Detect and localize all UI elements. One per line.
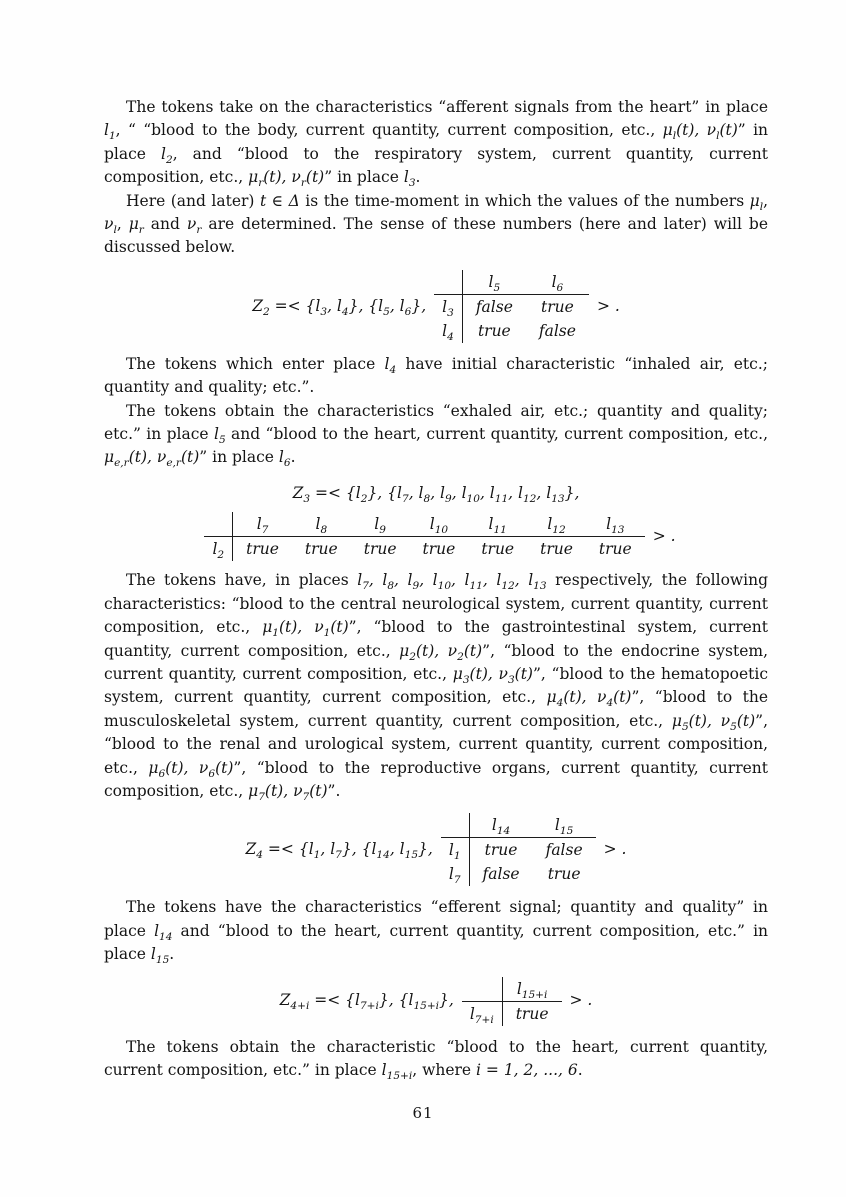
column-header: $l_8$ bbox=[292, 512, 351, 537]
table-corner-cell bbox=[204, 512, 232, 537]
row-label: $l_3$ bbox=[434, 294, 462, 319]
paragraph-blood-to-heart: The tokens obtain the characteristic “blood to the heart, current quantity, current composition, etc.” in place $l_{15+i}$, where i = 1, 2, ..., 6. bbox=[104, 1037, 768, 1083]
row-label: $l_{7+i}$ bbox=[462, 1001, 502, 1026]
table-corner-cell bbox=[434, 270, 462, 295]
formula-z4i-rhs: > . bbox=[569, 991, 593, 1010]
column-header: $l_{15}$ bbox=[533, 813, 596, 838]
column-header: $l_{13}$ bbox=[586, 512, 645, 537]
column-header: $l_{14}$ bbox=[469, 813, 533, 838]
row-label: $l_2$ bbox=[204, 537, 232, 562]
paragraph-exhaled-air: The tokens obtain the characteristics “exhaled air, etc.; quantity and quality; etc.” in place $l_5$ and “blood to the heart, current quantity, current composition, etc., $\mu_{e,r}(t)$, $\nu_{e,r}(t)$” in place $l_6$. bbox=[104, 401, 768, 470]
paragraph-inhaled-air: The tokens which enter place $l_4$ have initial characteristic “inhaled air, etc.; quantity and quality; etc.”. bbox=[104, 354, 768, 397]
row-label: $l_1$ bbox=[441, 838, 469, 863]
table-cell: false bbox=[482, 865, 520, 884]
page-number: 61 bbox=[412, 1104, 434, 1122]
formula-z4i-table bbox=[462, 977, 562, 1026]
table-cell: true bbox=[477, 321, 511, 340]
paragraph-places-l7-l13: The tokens have, in places $l_7$, $l_8$, $l_9$, $l_{10}$, $l_{11}$, $l_{12}$, $l_{13}$ respectively, the following characteristics: “blood to the central neurological system, current quantity, current composition, etc., $\mu_1(t)$, $\nu_1(t)$”, “blood to the gastrointestinal system, current quantity, current composition, etc., $\mu_2(t)$, $\nu_2(t)$”, “blood to the endocrine system, current quantity, current composition, etc., $\mu_3(t)$, $\nu_3(t)$”, “blood to the hematopoetic system, current quantity, current composition, etc., $\mu_4(t)$, $\nu_4(t)$”, “blood to the musculoskeletal system, current quantity, current composition, etc., $\mu_5(t)$, $\nu_5(t)$”, “blood to the renal and urological system, current quantity, current composition, etc., $\mu_6(t)$, $\nu_6(t)$”, “blood to the reproductive organs, current quantity, current composition, etc., $\mu_7(t)$, $\nu_7(t)$”. bbox=[104, 571, 769, 804]
column-header: $l_6$ bbox=[526, 270, 589, 295]
table-cell: true bbox=[481, 540, 515, 559]
table-cell: false bbox=[538, 321, 576, 340]
formula-z2-table bbox=[434, 270, 589, 343]
table-cell: true bbox=[515, 1004, 549, 1023]
formula-z4 bbox=[104, 813, 768, 886]
row-label: $l_4$ bbox=[434, 319, 462, 343]
table-cell: true bbox=[304, 540, 338, 559]
table-corner-cell bbox=[462, 977, 502, 1002]
table-cell: true bbox=[547, 865, 581, 884]
paragraph-tokens-characteristics: The tokens take on the characteristics “afferent signals from the heart” in place $l_1$, “ “blood to the body, current quantity, current composition, etc., $\mu_l(t)$, $\nu_l(t)$” in place $l_2$, and “blood to the respiratory system, current quantity, current composition, etc., $\mu_r(t)$, $\nu_r(t)$” in place $l_3$. bbox=[104, 98, 769, 190]
column-header: $l_5$ bbox=[462, 270, 526, 295]
formula-z3-table bbox=[204, 512, 644, 561]
formula-z3-rhs: > . bbox=[652, 527, 676, 546]
column-header: $l_{10}$ bbox=[410, 512, 469, 537]
table-cell: true bbox=[541, 297, 574, 316]
table-corner-cell bbox=[441, 813, 469, 838]
formula-z4-rhs: > . bbox=[603, 840, 627, 859]
column-header: $l_7$ bbox=[233, 512, 292, 537]
formula-z4-table bbox=[441, 813, 596, 886]
column-header: $l_{15+i}$ bbox=[502, 977, 561, 1002]
row-label: $l_7$ bbox=[441, 862, 469, 886]
formula-z2-rhs: > . bbox=[596, 296, 620, 315]
column-header: $l_9$ bbox=[351, 512, 410, 537]
paragraph-time-moment: Here (and later) t ∈ Δ is the time-moment in which the values of the numbers $\mu_l$, $\nu_l$, $\mu_r$ and $\nu_r$ are determined. The sense of these numbers (here and later) will be discussed below. bbox=[104, 191, 769, 257]
formula-z4-lhs: $Z_4 =< \{l_1$, $l_7$}, {$l_{14}$, $l_{15}$}, bbox=[245, 840, 433, 862]
formula-z2-lhs: $Z_2 =< \{l_3$, $l_4$}, {$l_5$, $l_6$}, bbox=[252, 296, 427, 318]
formula-z4i-lhs: $Z_{4+i} =< \{l_{7+i}\}$, $\{l_{15+i}\}$, bbox=[279, 991, 454, 1013]
table-cell: true bbox=[598, 540, 632, 559]
column-header: $l_{12}$ bbox=[527, 512, 586, 537]
page-body-text bbox=[104, 96, 768, 1082]
table-cell: false bbox=[545, 841, 583, 860]
formula-z3-table-row bbox=[104, 512, 768, 561]
table-cell: true bbox=[540, 540, 573, 559]
table-cell: true bbox=[246, 540, 279, 559]
paragraph-efferent-signal: The tokens have the characteristics “efferent signal; quantity and quality” in place $l_{14}$ and “blood to the heart, current quantity, current composition, etc.” in place $l_{15}$. bbox=[104, 898, 769, 967]
formula-z4-plus-i bbox=[104, 977, 768, 1026]
table-cell: true bbox=[363, 540, 397, 559]
table-cell: true bbox=[484, 841, 518, 860]
formula-z3 bbox=[104, 482, 768, 561]
formula-z2 bbox=[104, 270, 768, 343]
column-header: $l_{11}$ bbox=[468, 512, 527, 537]
table-cell: false bbox=[475, 297, 513, 316]
formula-z3-lhs: $Z_3 =< \{l_2\}$, {$l_7$, $l_8$, $l_9$, $l_{10}$, $l_{11}$, $l_{12}$, $l_{13}$}, bbox=[292, 483, 580, 505]
table-cell: true bbox=[422, 540, 456, 559]
